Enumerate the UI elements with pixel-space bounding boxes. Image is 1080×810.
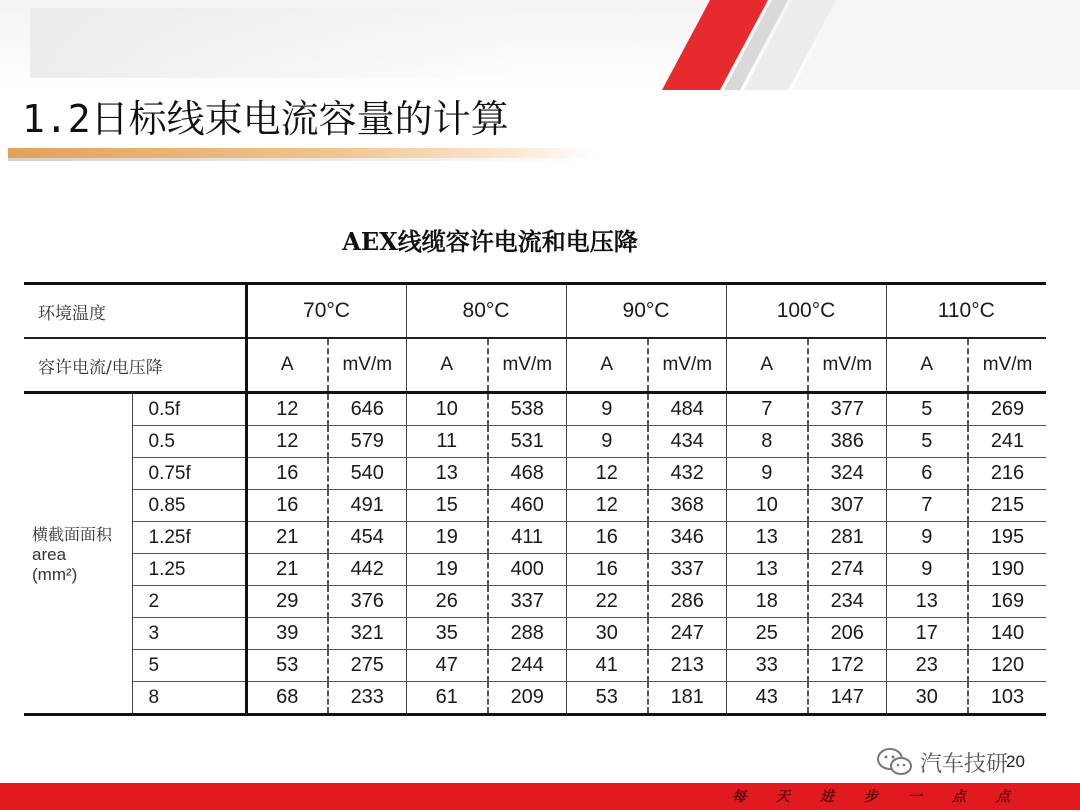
- voltage-drop-cell: 491: [328, 490, 406, 522]
- voltage-drop-cell: 181: [648, 682, 726, 715]
- voltage-drop-cell: 216: [968, 458, 1046, 490]
- unit-mv-header: mV/m: [328, 338, 406, 393]
- current-value-cell: 9: [726, 458, 808, 490]
- current-value-cell: 17: [886, 618, 968, 650]
- voltage-drop-cell: 442: [328, 554, 406, 586]
- voltage-drop-cell: 460: [488, 490, 566, 522]
- current-value-cell: 9: [886, 554, 968, 586]
- voltage-drop-cell: 140: [968, 618, 1046, 650]
- current-value-cell: 16: [566, 554, 648, 586]
- voltage-drop-cell: 234: [808, 586, 886, 618]
- page-title: 1.2日标线束电流容量的计算: [22, 97, 509, 141]
- area-unit-label: (mm²): [32, 565, 78, 584]
- unit-a-header: A: [566, 338, 648, 393]
- watermark-text: 汽车技研: [920, 751, 1009, 777]
- table-title: AEX线缆容许电流和电压降: [342, 227, 638, 256]
- table-row: [24, 393, 1046, 426]
- current-value-cell: 13: [406, 458, 488, 490]
- cross-section-size: 0.75f: [132, 458, 246, 490]
- current-value-cell: 23: [886, 650, 968, 682]
- table-row: [24, 618, 1046, 650]
- current-value-cell: 15: [406, 490, 488, 522]
- current-value-cell: 9: [566, 426, 648, 458]
- current-value-cell: 19: [406, 522, 488, 554]
- voltage-drop-cell: 646: [328, 393, 406, 426]
- voltage-drop-cell: 206: [808, 618, 886, 650]
- current-value-cell: 19: [406, 554, 488, 586]
- current-value-cell: 22: [566, 586, 648, 618]
- voltage-drop-cell: 209: [488, 682, 566, 715]
- voltage-drop-cell: 484: [648, 393, 726, 426]
- table-row: [24, 650, 1046, 682]
- current-value-cell: 5: [886, 393, 968, 426]
- current-value-cell: 12: [566, 458, 648, 490]
- cross-section-label: 横截面面积: [32, 525, 113, 544]
- table-row: [24, 426, 1046, 458]
- current-value-cell: 53: [246, 650, 328, 682]
- voltage-drop-cell: 386: [808, 426, 886, 458]
- table-row: [24, 682, 1046, 715]
- unit-mv-header: mV/m: [488, 338, 566, 393]
- footer-slogan: 每天进步一点点: [732, 789, 1040, 805]
- voltage-drop-cell: 274: [808, 554, 886, 586]
- unit-mv-header: mV/m: [808, 338, 886, 393]
- current-value-cell: 16: [246, 490, 328, 522]
- current-value-cell: 12: [246, 393, 328, 426]
- current-value-cell: 68: [246, 682, 328, 715]
- voltage-drop-cell: 120: [968, 650, 1046, 682]
- voltage-drop-cell: 400: [488, 554, 566, 586]
- voltage-drop-cell: 468: [488, 458, 566, 490]
- temperature-header: 100°C: [726, 284, 886, 339]
- current-value-cell: 61: [406, 682, 488, 715]
- current-value-cell: 43: [726, 682, 808, 715]
- current-value-cell: 30: [886, 682, 968, 715]
- voltage-drop-cell: 190: [968, 554, 1046, 586]
- voltage-drop-cell: 368: [648, 490, 726, 522]
- cross-section-size: 0.5: [132, 426, 246, 458]
- voltage-drop-cell: 377: [808, 393, 886, 426]
- unit-a-header: A: [726, 338, 808, 393]
- temperature-header: 80°C: [406, 284, 566, 339]
- table-row: [24, 554, 1046, 586]
- table-row: [24, 490, 1046, 522]
- voltage-drop-cell: 247: [648, 618, 726, 650]
- current-value-cell: 10: [726, 490, 808, 522]
- current-value-cell: 35: [406, 618, 488, 650]
- voltage-drop-cell: 337: [488, 586, 566, 618]
- cross-section-size: 8: [132, 682, 246, 715]
- voltage-drop-cell: 321: [328, 618, 406, 650]
- temperature-header-row: [24, 284, 1046, 339]
- voltage-drop-cell: 346: [648, 522, 726, 554]
- current-capacity-table: [24, 282, 1046, 716]
- current-value-cell: 16: [566, 522, 648, 554]
- watermark: [876, 745, 1008, 779]
- current-value-cell: 13: [886, 586, 968, 618]
- voltage-drop-cell: 172: [808, 650, 886, 682]
- header-fade: [30, 8, 510, 78]
- current-value-cell: 25: [726, 618, 808, 650]
- current-value-cell: 8: [726, 426, 808, 458]
- voltage-drop-cell: 376: [328, 586, 406, 618]
- voltage-drop-cell: 307: [808, 490, 886, 522]
- voltage-drop-cell: 411: [488, 522, 566, 554]
- current-value-cell: 7: [726, 393, 808, 426]
- allowable-current-voltage-drop-label: [24, 338, 246, 393]
- current-value-cell: 5: [886, 426, 968, 458]
- voltage-drop-cell: 215: [968, 490, 1046, 522]
- current-value-cell: 12: [246, 426, 328, 458]
- current-value-cell: 7: [886, 490, 968, 522]
- voltage-drop-cell: 103: [968, 682, 1046, 715]
- page-number: 20: [1006, 752, 1025, 771]
- unit-a-header: A: [246, 338, 328, 393]
- unit-a-header: A: [406, 338, 488, 393]
- voltage-drop-cell: 337: [648, 554, 726, 586]
- voltage-drop-cell: 269: [968, 393, 1046, 426]
- current-value-cell: 21: [246, 522, 328, 554]
- current-value-cell: 9: [886, 522, 968, 554]
- voltage-drop-cell: 538: [488, 393, 566, 426]
- table-row: [24, 586, 1046, 618]
- title-underline-shadow: [8, 158, 596, 161]
- unit-mv-header: mV/m: [968, 338, 1046, 393]
- temperature-header: 110°C: [886, 284, 1046, 339]
- unit-mv-header: mV/m: [648, 338, 726, 393]
- current-value-cell: 26: [406, 586, 488, 618]
- cross-section-size: 2: [132, 586, 246, 618]
- voltage-drop-cell: 233: [328, 682, 406, 715]
- voltage-drop-cell: 288: [488, 618, 566, 650]
- current-value-cell: 13: [726, 554, 808, 586]
- current-value-cell: 12: [566, 490, 648, 522]
- current-value-cell: 10: [406, 393, 488, 426]
- cross-section-size: 0.5f: [132, 393, 246, 426]
- voltage-drop-cell: 195: [968, 522, 1046, 554]
- table-body: [24, 393, 1046, 715]
- table-row: [24, 458, 1046, 490]
- voltage-drop-cell: 324: [808, 458, 886, 490]
- ambient-temperature-label: 环境温度: [24, 284, 246, 339]
- current-value-cell: 13: [726, 522, 808, 554]
- voltage-drop-cell: 281: [808, 522, 886, 554]
- current-value-cell: 29: [246, 586, 328, 618]
- voltage-drop-cell: 454: [328, 522, 406, 554]
- voltage-drop-cell: 531: [488, 426, 566, 458]
- voltage-drop-cell: 213: [648, 650, 726, 682]
- wechat-icon: [876, 747, 914, 777]
- cross-section-area-header: [24, 393, 132, 715]
- current-value-cell: 41: [566, 650, 648, 682]
- current-value-cell: 39: [246, 618, 328, 650]
- cross-section-size: 1.25f: [132, 522, 246, 554]
- temperature-header: 90°C: [566, 284, 726, 339]
- voltage-drop-cell: 244: [488, 650, 566, 682]
- title-underline: [8, 148, 596, 158]
- voltage-drop-cell: 275: [328, 650, 406, 682]
- voltage-drop-cell: 540: [328, 458, 406, 490]
- current-value-cell: 6: [886, 458, 968, 490]
- cross-section-size: 0.85: [132, 490, 246, 522]
- voltage-drop-cell: 241: [968, 426, 1046, 458]
- voltage-drop-cell: 579: [328, 426, 406, 458]
- unit-a-header: A: [886, 338, 968, 393]
- current-value-cell: 47: [406, 650, 488, 682]
- voltage-drop-cell: 434: [648, 426, 726, 458]
- area-label: area: [32, 545, 67, 564]
- allowable-current-label: 容许电流/电压降: [38, 357, 163, 378]
- current-value-cell: 53: [566, 682, 648, 715]
- current-value-cell: 33: [726, 650, 808, 682]
- cross-section-size: 5: [132, 650, 246, 682]
- voltage-drop-cell: 286: [648, 586, 726, 618]
- current-value-cell: 21: [246, 554, 328, 586]
- current-value-cell: 18: [726, 586, 808, 618]
- header-stripes-graphic: [640, 0, 1080, 90]
- current-value-cell: 16: [246, 458, 328, 490]
- unit-header-row: [24, 338, 1046, 393]
- voltage-drop-cell: 432: [648, 458, 726, 490]
- cross-section-size: 3: [132, 618, 246, 650]
- current-value-cell: 11: [406, 426, 488, 458]
- cross-section-size: 1.25: [132, 554, 246, 586]
- voltage-drop-cell: 169: [968, 586, 1046, 618]
- current-value-cell: 30: [566, 618, 648, 650]
- voltage-drop-cell: 147: [808, 682, 886, 715]
- table-row: [24, 522, 1046, 554]
- current-value-cell: 9: [566, 393, 648, 426]
- temperature-header: 70°C: [246, 284, 406, 339]
